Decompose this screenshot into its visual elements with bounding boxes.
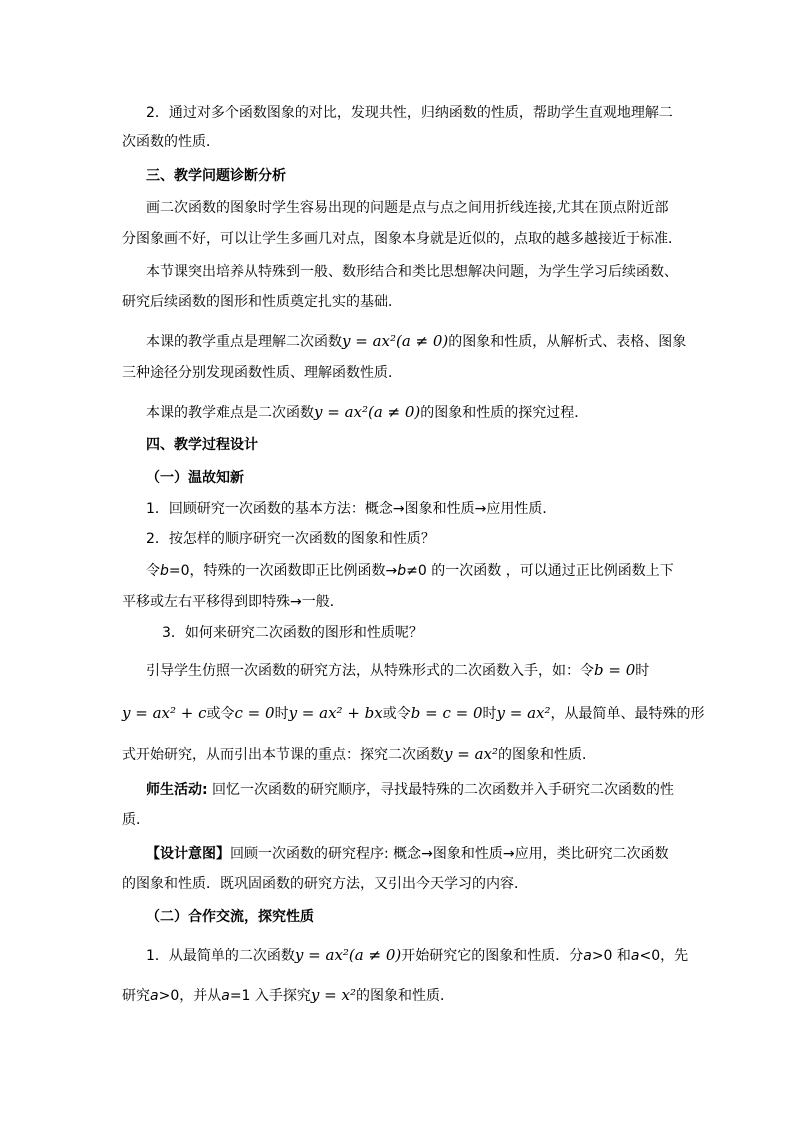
text: 引导学生仿照一次函数的研究方法，从特殊形式的二次函数入手，如：令 <box>146 663 594 679</box>
math-formula: c = 0 <box>234 704 275 722</box>
math-variable: a <box>221 988 230 1004</box>
paragraph-line: 画二次函数的图象时学生容易出现的问题是点与点之间用折线连接,尤其在顶点附近部 <box>146 200 669 216</box>
activity-label: 师生活动: <box>146 782 208 798</box>
paragraph-line: 3．如何来研究二次函数的图形和性质呢？ <box>162 625 423 641</box>
paragraph-line: 质． <box>122 812 150 828</box>
paragraph-line <box>146 562 674 580</box>
text: 回顾一次函数的研究程序: 概念→图象和性质→应用，类比研究二次函数 <box>230 846 669 862</box>
text: 时 <box>635 663 650 679</box>
text: 1．从最简单的二次函数 <box>146 948 295 964</box>
text: 时 <box>274 706 289 722</box>
math-formula: y = ax² + c <box>122 704 207 722</box>
paragraph-line: 的图象和性质．既巩固函数的研究方法，又引出今天学习的内容． <box>122 876 528 892</box>
text: 回忆一次函数的研究顺序，寻找最特殊的二次函数并入手研究二次函数的性 <box>207 782 675 798</box>
paragraph-line <box>146 332 686 351</box>
math-formula: b = c = 0 <box>410 704 483 722</box>
math-formula: y = ax² <box>496 704 551 722</box>
text: 时 <box>482 706 497 722</box>
math-formula: y = ax² + bx <box>288 704 383 722</box>
paragraph-line: 2．通过对多个函数图象的对比，发现共性，归纳函数的性质，帮助学生直观地理解二 <box>146 105 673 121</box>
text: =1 入手探究 <box>229 988 311 1004</box>
text: >0 和 <box>591 948 631 964</box>
paragraph-line <box>146 946 688 965</box>
text: 令 <box>146 563 160 579</box>
math-variable: b <box>160 563 169 579</box>
paragraph-line: 1．回顾研究一次函数的基本方法：概念→图象和性质→应用性质． <box>146 501 557 517</box>
paragraph-line: 平移或左右平移得到即特殊→一般． <box>122 594 344 610</box>
subsection-heading: （二）合作交流，探究性质 <box>146 909 314 925</box>
paragraph-line <box>146 845 669 863</box>
math-formula: y = x² <box>310 986 356 1004</box>
text: ≠0 的一次函数 ，可以通过正比例函数上下 <box>406 563 674 579</box>
text: 的图象和性质． <box>355 988 454 1004</box>
text: 本课的教学重点是理解二次函数 <box>146 334 342 350</box>
design-intent-label: 【设计意图】 <box>146 846 230 862</box>
paragraph-line <box>122 704 705 723</box>
math-formula: y = ax² <box>444 745 498 763</box>
paragraph-line: 本节课突出培养从特殊到一般、数形结合和类比思想解决问题，为学生学习后续函数、 <box>146 264 678 280</box>
subsection-heading: （一）温故知新 <box>146 470 244 486</box>
paragraph-line: 研究后续函数的图形和性质奠定扎实的基础． <box>122 294 402 310</box>
text: >0，并从 <box>158 988 222 1004</box>
math-formula: y = ax²(a ≠ 0) <box>294 946 402 964</box>
text: ，从最简单、最特殊的形 <box>550 706 705 722</box>
paragraph-line <box>146 403 588 422</box>
math-formula: b = 0 <box>594 661 636 679</box>
text: 研究 <box>122 988 150 1004</box>
math-variable: a <box>583 948 592 964</box>
paragraph-line: 次函数的性质． <box>122 134 220 150</box>
text: 的图象和性质的探究过程． <box>420 405 589 421</box>
paragraph-line <box>122 986 454 1005</box>
text: <0，先 <box>639 948 689 964</box>
text: 或令 <box>382 706 411 722</box>
text: 的图象和性质，从解析式、表格、图象 <box>448 334 687 350</box>
paragraph-line <box>122 745 596 764</box>
text: 开始研究它的图象和性质．分 <box>401 948 584 964</box>
section-heading: 四、教学过程设计 <box>146 437 258 453</box>
math-formula: y = ax²(a ≠ 0) <box>342 332 449 350</box>
paragraph-line <box>146 781 674 799</box>
section-heading: 三、教学问题诊断分析 <box>146 168 286 184</box>
math-variable: a <box>630 948 640 964</box>
text: =0，特殊的一次函数即正比例函数→ <box>168 563 398 579</box>
text: 或令 <box>206 706 235 722</box>
paragraph-line <box>146 661 649 680</box>
paragraph-line: 分图象画不好，可以让学生多画几对点，图象本身就是近似的，点取的越多越接近于标准． <box>122 231 682 247</box>
text: 本课的教学难点是二次函数 <box>146 405 314 421</box>
paragraph-line: 三种途径分别发现函数性质、理解函数性质． <box>122 365 402 381</box>
text: 式开始研究，从而引出本节课的重点：探究二次函数 <box>122 747 444 763</box>
math-variable: b <box>397 563 407 579</box>
paragraph-line: 2．按怎样的顺序研究一次函数的图象和性质？ <box>146 531 435 547</box>
math-formula: y = ax²(a ≠ 0) <box>314 403 421 421</box>
text: 的图象和性质． <box>498 747 596 763</box>
math-variable: a <box>150 988 159 1004</box>
